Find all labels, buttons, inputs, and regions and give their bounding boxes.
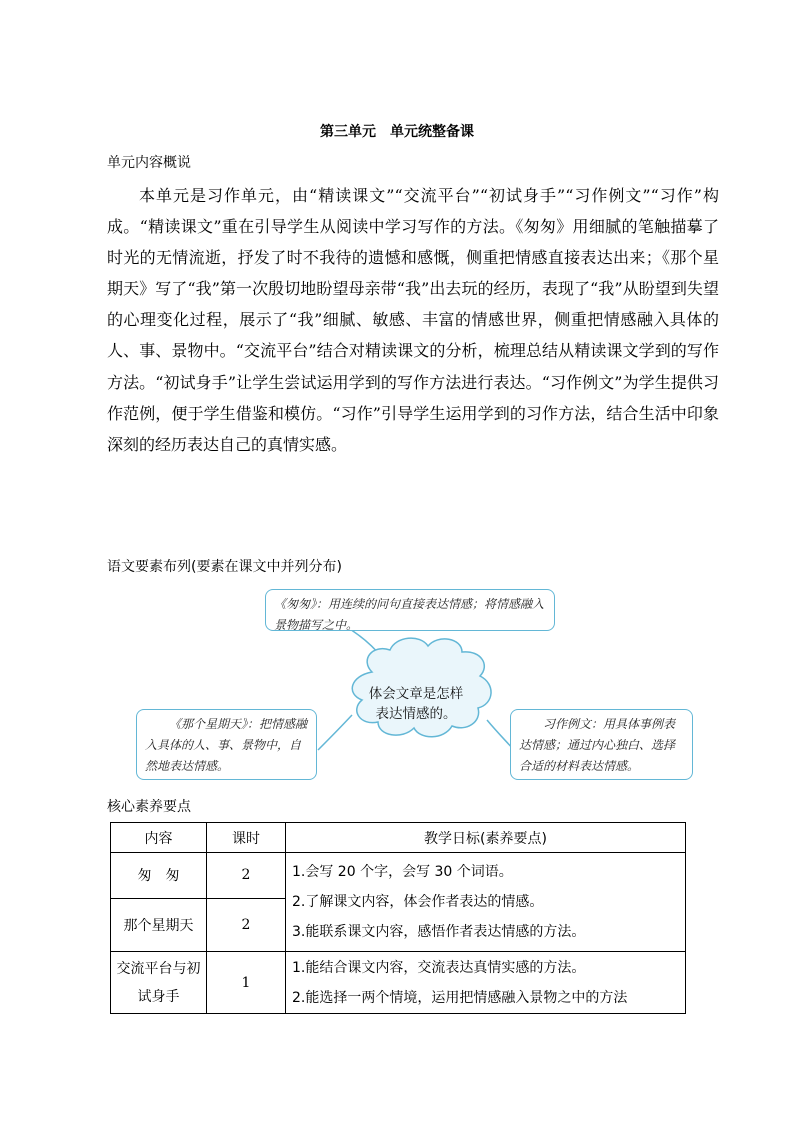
core-table <box>110 822 686 1014</box>
table-cell-hours: 2 <box>207 898 286 951</box>
page-title: 第三单元 单元统整备课 <box>320 124 474 140</box>
table-header-row <box>111 823 686 853</box>
section-heading-elements: 语文要素布列(要素在课文中并列分布) <box>107 559 342 575</box>
table-cell-hours: 1 <box>207 952 286 1014</box>
section-heading-overview: 单元内容概说 <box>107 155 191 171</box>
table-cell-hours: 2 <box>207 853 286 899</box>
table-cell-goals <box>286 952 686 1014</box>
table-cell-content: 交流平台与初试身手 <box>111 952 207 1014</box>
table-cell-content: 那个星期天 <box>111 898 207 951</box>
table-cell-content: 匆 匆 <box>111 853 207 899</box>
section-heading-core: 核心素养要点 <box>107 799 191 815</box>
table-row <box>111 952 686 1014</box>
table-header: 课时 <box>207 823 286 853</box>
box-xi-zuo-li-wen: 习作例文：用具体事例表达情感；通过内心独白、选择合适的材料表达情感。 <box>510 709 693 780</box>
goal-item: 3.能联系课文内容，感悟作者表达情感的方法。 <box>292 924 586 940</box>
cloud-center-text: 体会文章是怎样表达情感的。 <box>368 686 464 722</box>
table-row <box>111 853 686 899</box>
overview-paragraph: 本单元是习作单元，由“精读课文”“交流平台”“初试身手”“习作例文”“习作”构成。“精读课文”重在引导学生从阅读中学习写作的方法。《匆匆》用细腻的笔触描摹了时光的无情流逝，抒发了时不我待的遗憾和感慨，侧重把情感直接表达出来；《那个星期天》写了“我”第一次殷切地盼望母亲带“我”出去玩的经历，表现了“我”从盼望到失望的心理变化过程，展示了“我”细腻、敏感、丰富的情感世界，侧重把情感融入具体的人、事、景物中。“交流平台”结合对精读课文的分析，梳理总结从精读课文学到的写作方法。“初试身手”让学生尝试运用学到的写作方法进行表达。“习作例文”为学生提供习作范例，便于学生借鉴和模仿。“习作”引导学生运用学到的习作方法，结合生活中印象深刻的经历表达自己的真情实感。 <box>107 186 719 454</box>
box-cong-cong: 《匆匆》：用连续的问句直接表达情感；将情感融入景物描写之中。 <box>265 589 555 631</box>
goal-item: 2.了解课文内容，体会作者表达的情感。 <box>292 894 544 910</box>
goal-item: 1.会写 20 个字，会写 30 个词语。 <box>292 864 513 880</box>
goal-item: 1.能结合课文内容，交流表达真情实感的方法。 <box>292 959 586 976</box>
connector-left <box>318 715 352 750</box>
table-cell-goals <box>286 853 686 952</box>
table-header: 内容 <box>111 823 207 853</box>
table-header: 教学日标(素养要点) <box>286 823 686 853</box>
box-na-ge-xing-qi-tian: 《那个星期天》：把情感融入具体的人、事、景物中，自然地表达情感。 <box>136 709 317 780</box>
goal-item: 2.能选择一两个情境，运用把情感融入景物之中的方法 <box>292 989 628 1006</box>
